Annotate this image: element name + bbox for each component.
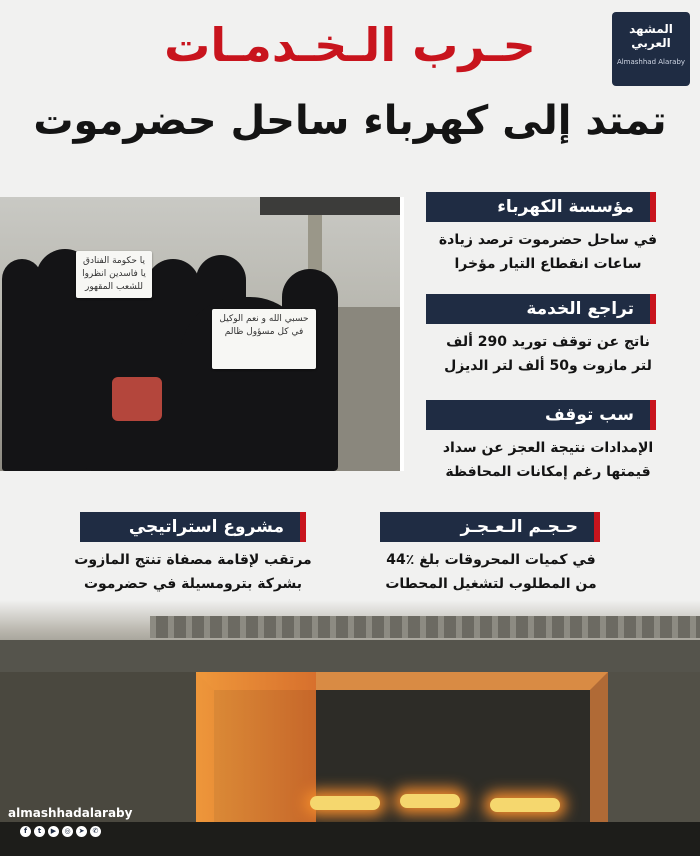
section-title: حـجـم الـعـجـز bbox=[380, 512, 600, 542]
logo-line1: المشهد bbox=[629, 22, 673, 36]
protest-sign: حسبي الله و نعم الوكيل في كل مسؤول ظالم bbox=[212, 309, 316, 369]
section-text-line: في ساحل حضرموت ترصد زيادة bbox=[438, 232, 658, 248]
section-text-line: الإمدادات نتيجة العجز عن سداد bbox=[442, 440, 654, 456]
headline-subtitle: تمتد إلى كهرباء ساحل حضرموت bbox=[33, 98, 667, 144]
bridge-wall-left bbox=[0, 672, 196, 822]
section-title: تراجع الخدمة bbox=[426, 294, 656, 324]
section-title: مشروع استراتيجي bbox=[80, 512, 306, 542]
section-text-line: قيمتها رغم إمكانات المحافظة bbox=[445, 464, 651, 480]
section-text bbox=[376, 548, 606, 596]
section-text bbox=[418, 436, 678, 484]
telegram-icon[interactable]: ➤ bbox=[76, 826, 87, 837]
bridge-deck bbox=[0, 640, 700, 672]
site-handle: almashhadalaraby bbox=[8, 806, 133, 820]
handbag bbox=[112, 377, 162, 421]
section-text-line: ناتج عن توقف توريد 290 ألف bbox=[446, 334, 650, 350]
section-title: سب توقف bbox=[426, 400, 656, 430]
protester-figure bbox=[282, 269, 338, 471]
section-text-line: من المطلوب لتشغيل المحطات bbox=[385, 576, 597, 592]
section-text bbox=[418, 228, 678, 276]
photo-billboard bbox=[260, 197, 400, 215]
youtube-icon[interactable]: ▶ bbox=[48, 826, 59, 837]
whatsapp-icon[interactable]: ✆ bbox=[90, 826, 101, 837]
fire-glow bbox=[196, 672, 316, 822]
facebook-icon[interactable]: f bbox=[20, 826, 31, 837]
section-text-line: لتر مازوت و50 ألف لتر الديزل bbox=[444, 358, 652, 374]
protest-photo bbox=[0, 197, 404, 471]
headline-title: حـرب الـخـدمـات bbox=[164, 18, 536, 72]
bridge-wall-right bbox=[608, 672, 700, 822]
logo-caption: Almashhad Alaraby bbox=[616, 58, 686, 66]
instagram-icon[interactable]: ◎ bbox=[62, 826, 73, 837]
section-text-line: بشركة بترومسيلة في حضرموت bbox=[83, 576, 303, 592]
section-text-line: في كميات المحروقات بلغ ٪44 bbox=[386, 552, 596, 568]
brand-logo bbox=[612, 12, 690, 86]
protest-sign: يا حكومة الفنادق يا فاسدين انظروا للشعب المقهور bbox=[76, 251, 152, 298]
bridge-railing bbox=[150, 616, 700, 638]
fire-flame bbox=[490, 798, 560, 812]
fire-flame bbox=[400, 794, 460, 808]
social-icons bbox=[20, 826, 101, 837]
photo-wall bbox=[330, 307, 400, 471]
logo-line2: العربي bbox=[631, 36, 671, 50]
section-text bbox=[418, 330, 678, 378]
twitter-icon[interactable]: t bbox=[34, 826, 45, 837]
section-text-line: ساعات انقطاع التيار مؤخرا bbox=[454, 256, 642, 272]
fire-flame bbox=[310, 796, 380, 810]
section-title: مؤسسة الكهرباء bbox=[426, 192, 656, 222]
section-text bbox=[68, 548, 318, 596]
section-text-line: مرتقب لإقامة مصفاة تنتج المازوت bbox=[74, 552, 312, 568]
road bbox=[0, 822, 700, 856]
